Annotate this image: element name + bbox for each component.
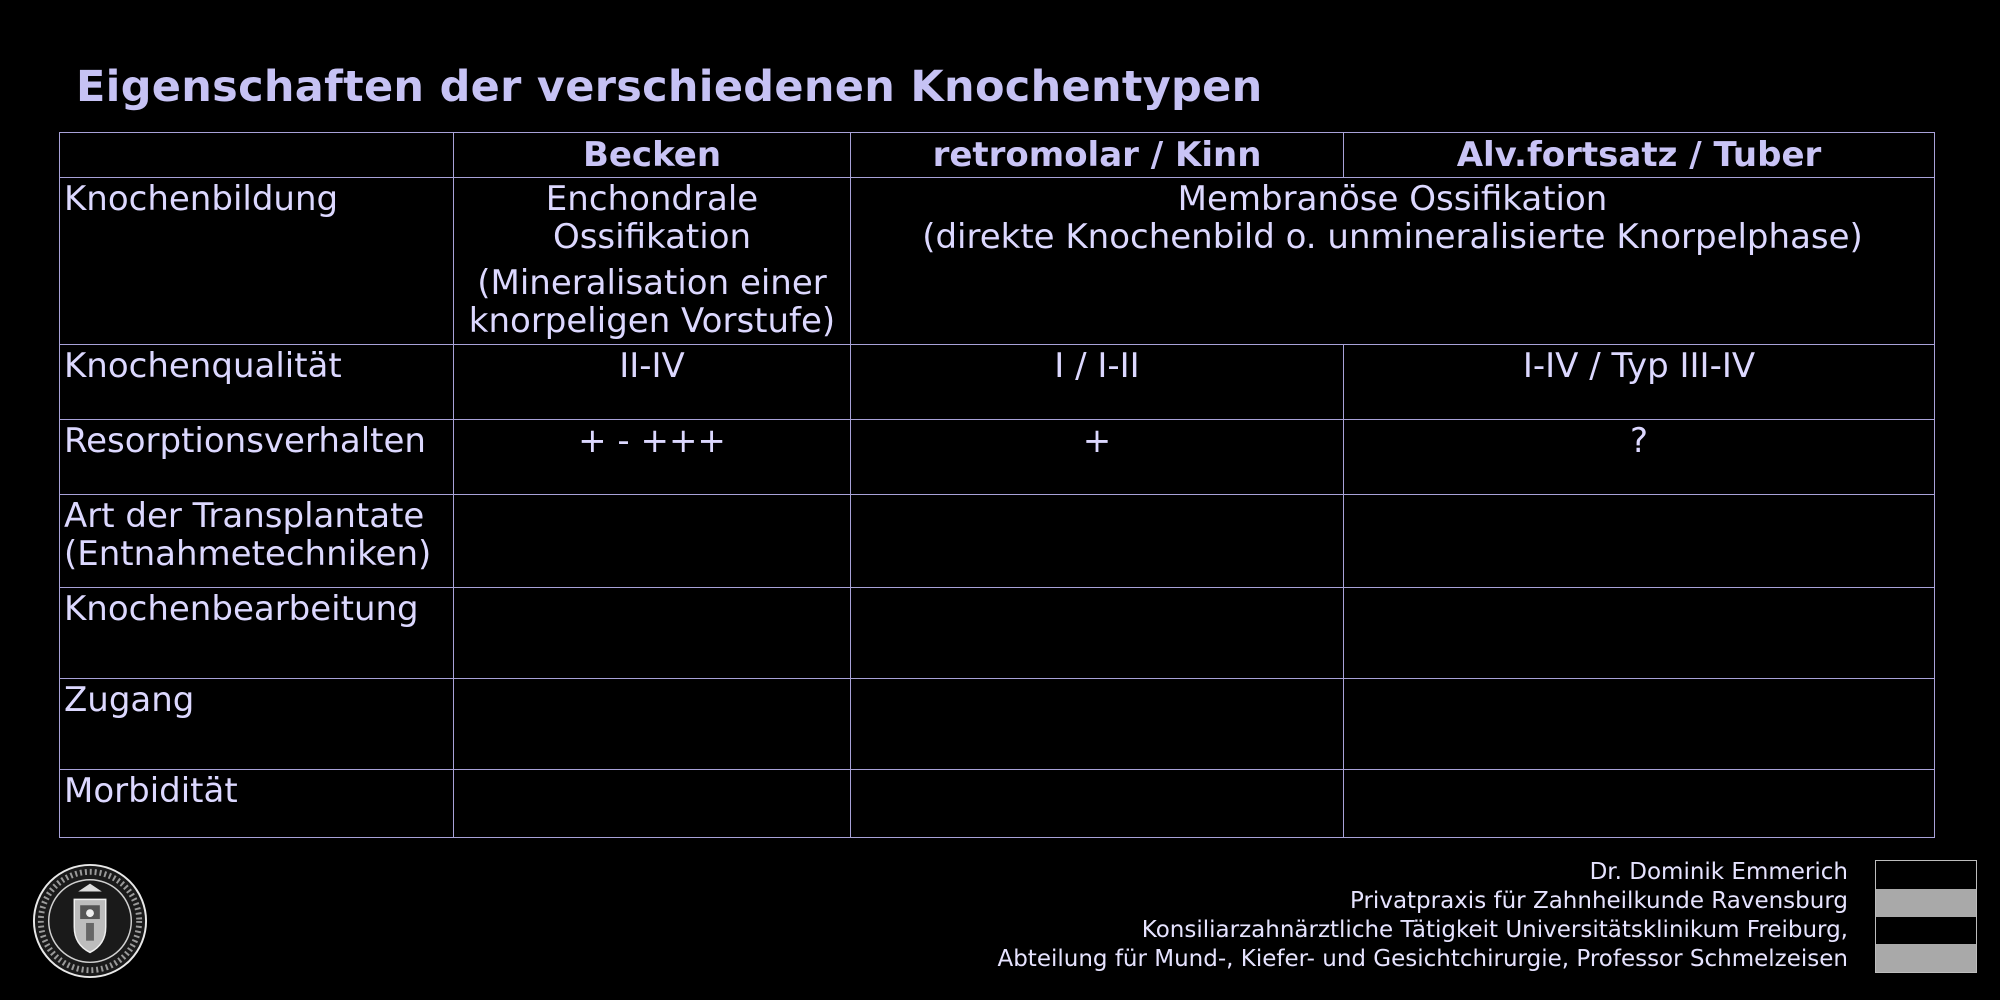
table-header-row bbox=[60, 133, 1935, 178]
cell-alv bbox=[1344, 769, 1935, 837]
cell-retromolar bbox=[851, 495, 1344, 587]
cell-retromolar bbox=[851, 769, 1344, 837]
table-row bbox=[60, 420, 1935, 495]
cell-becken: + - +++ bbox=[454, 420, 851, 495]
row-label-knochenbearbeitung: Knochenbearbeitung bbox=[60, 587, 454, 678]
table-row bbox=[60, 678, 1935, 769]
header-retromolar-kinn: retromolar / Kinn bbox=[851, 133, 1344, 178]
flag-stripe bbox=[1876, 944, 1976, 972]
cell-line: (Entnahmetechniken) bbox=[64, 534, 432, 575]
cell-becken-knochenbildung bbox=[454, 178, 851, 345]
table-row bbox=[60, 495, 1935, 587]
footer-department: Abteilung für Mund-, Kiefer- und Gesichtchirurgie, Professor Schmelzeisen bbox=[997, 946, 1848, 972]
cell-line: Membranöse Ossifikation bbox=[1177, 179, 1608, 220]
cell-membranoese-ossifikation bbox=[851, 178, 1935, 345]
slide-title: Eigenschaften der verschiedenen Knochentypen bbox=[76, 62, 1263, 112]
footer-affiliation: Konsiliarzahnärztliche Tätigkeit Universitätsklinikum Freiburg, bbox=[1141, 917, 1848, 943]
striped-flag-icon bbox=[1875, 860, 1977, 973]
cell-line: (Mineralisation einer bbox=[477, 263, 827, 304]
cell-becken bbox=[454, 495, 851, 587]
row-label-art-der-transplantate bbox=[60, 495, 454, 587]
flag-stripe bbox=[1876, 861, 1976, 889]
university-seal-icon bbox=[31, 862, 149, 980]
table-row bbox=[60, 769, 1935, 837]
cell-line: (direkte Knochenbild o. unmineralisierte Knorpelphase) bbox=[922, 217, 1863, 258]
table-row bbox=[60, 345, 1935, 420]
header-alv-fortsatz-tuber: Alv.fortsatz / Tuber bbox=[1344, 133, 1935, 178]
cell-becken bbox=[454, 587, 851, 678]
row-label-knochenqualitaet: Knochenqualität bbox=[60, 345, 454, 420]
cell-line: Art der Transplantate bbox=[64, 496, 425, 537]
footer-author: Dr. Dominik Emmerich bbox=[1589, 859, 1848, 885]
cell-alv: ? bbox=[1344, 420, 1935, 495]
cell-alv: I-IV / Typ III-IV bbox=[1344, 345, 1935, 420]
row-label-morbiditaet: Morbidität bbox=[60, 769, 454, 837]
flag-stripe bbox=[1876, 917, 1976, 945]
header-empty-cell bbox=[60, 133, 454, 178]
cell-becken bbox=[454, 678, 851, 769]
cell-alv bbox=[1344, 495, 1935, 587]
flag-stripe bbox=[1876, 889, 1976, 917]
cell-alv bbox=[1344, 587, 1935, 678]
row-label-resorptionsverhalten: Resorptionsverhalten bbox=[60, 420, 454, 495]
cell-becken bbox=[454, 769, 851, 837]
cell-line: Enchondrale bbox=[545, 179, 759, 220]
bone-types-table bbox=[59, 132, 1935, 838]
cell-retromolar: I / I-II bbox=[851, 345, 1344, 420]
row-label-zugang: Zugang bbox=[60, 678, 454, 769]
cell-retromolar bbox=[851, 678, 1344, 769]
cell-retromolar bbox=[851, 587, 1344, 678]
cell-retromolar: + bbox=[851, 420, 1344, 495]
footer-credits bbox=[997, 858, 1848, 974]
cell-line: knorpeligen Vorstufe) bbox=[468, 301, 836, 342]
footer-practice: Privatpraxis für Zahnheilkunde Ravensburg bbox=[1350, 888, 1848, 914]
table-row bbox=[60, 178, 1935, 345]
header-becken: Becken bbox=[454, 133, 851, 178]
cell-becken: II-IV bbox=[454, 345, 851, 420]
cell-line: Ossifikation bbox=[552, 217, 752, 258]
row-label-knochenbildung: Knochenbildung bbox=[60, 178, 454, 345]
table-row bbox=[60, 587, 1935, 678]
cell-alv bbox=[1344, 678, 1935, 769]
